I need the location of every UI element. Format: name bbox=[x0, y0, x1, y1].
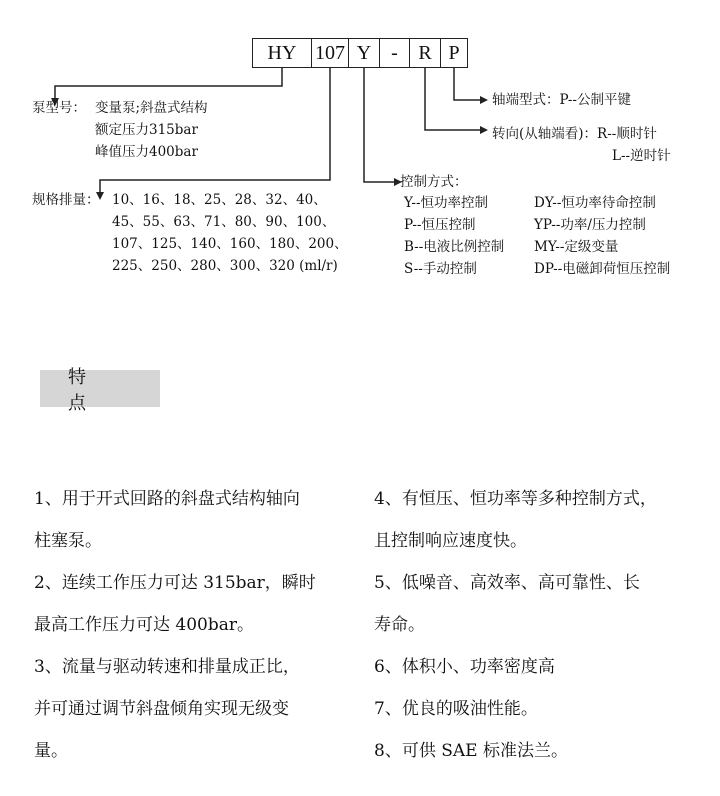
pump-type-line-2: 额定压力315bar bbox=[95, 122, 198, 138]
feature-right-5: 6、体积小、功率密度高 bbox=[374, 657, 555, 677]
code-box-control: Y bbox=[348, 38, 380, 68]
code-box-displacement: 107 bbox=[311, 38, 349, 68]
code-box-hy: HY bbox=[252, 38, 312, 68]
code-box-rotation: R bbox=[409, 38, 441, 68]
feature-right-7: 8、可供 SAE 标准法兰。 bbox=[374, 741, 568, 761]
line-rotation bbox=[425, 68, 480, 130]
arrow-shaft bbox=[480, 96, 488, 104]
displacement-line-1: 10、16、18、25、28、32、40、 bbox=[112, 192, 327, 208]
shaft-end-text: 轴端型式：P--公制平键 bbox=[492, 92, 631, 108]
pump-type-label: 泵型号： bbox=[32, 100, 86, 116]
line-pump-type bbox=[55, 68, 282, 98]
control-right-3: MY--定级变量 bbox=[534, 239, 619, 255]
feature-left-7: 量。 bbox=[34, 741, 68, 761]
rotation-line-2: L--逆时针 bbox=[612, 148, 671, 164]
feature-right-1: 4、有恒压、恒功率等多种控制方式， bbox=[374, 489, 657, 509]
feature-left-3: 2、连续工作压力可达 315bar，瞬时 bbox=[34, 573, 316, 593]
control-right-4: DP--电磁卸荷恒压控制 bbox=[534, 261, 671, 277]
pump-type-line-3: 峰值压力400bar bbox=[95, 144, 198, 160]
features-title: 特 点 bbox=[40, 370, 160, 407]
feature-left-6: 并可通过调节斜盘倾角实现无级变 bbox=[34, 699, 289, 719]
feature-left-1: 1、用于开式回路的斜盘式结构轴向 bbox=[34, 489, 300, 509]
displacement-line-3: 107、125、140、160、180、200、 bbox=[112, 236, 348, 252]
feature-right-2: 且控制响应速度快。 bbox=[374, 531, 527, 551]
feature-left-4: 最高工作压力可达 400bar。 bbox=[34, 615, 254, 635]
feature-right-3: 5、低噪音、高效率、高可靠性、长 bbox=[374, 573, 640, 593]
code-box-dash: - bbox=[379, 38, 410, 68]
control-right-1: DY--恒功率待命控制 bbox=[534, 195, 656, 211]
feature-left-5: 3、流量与驱动转速和排量成正比， bbox=[34, 657, 300, 677]
control-left-2: P--恒压控制 bbox=[404, 217, 476, 233]
rotation-line-1: 转向(从轴端看)：R--顺时针 bbox=[492, 126, 657, 142]
control-right-2: YP--功率/压力控制 bbox=[534, 217, 646, 233]
control-left-1: Y--恒功率控制 bbox=[404, 195, 489, 211]
arrow-rotation bbox=[480, 126, 488, 134]
displacement-label: 规格排量： bbox=[32, 192, 100, 208]
code-box-shaft: P bbox=[440, 38, 468, 68]
feature-right-4: 寿命。 bbox=[374, 615, 425, 635]
line-control bbox=[364, 68, 394, 182]
control-left-4: S--手动控制 bbox=[404, 261, 477, 277]
displacement-line-2: 45、55、63、71、80、90、100、 bbox=[112, 214, 336, 230]
displacement-line-4: 225、250、280、300、320 (ml/r) bbox=[112, 258, 338, 274]
line-shaft bbox=[454, 68, 480, 100]
control-left-3: B--电液比例控制 bbox=[404, 239, 505, 255]
feature-left-2: 柱塞泵。 bbox=[34, 531, 102, 551]
feature-right-6: 7、优良的吸油性能。 bbox=[374, 699, 538, 719]
control-label: 控制方式： bbox=[400, 174, 468, 190]
pump-type-line-1: 变量泵;斜盘式结构 bbox=[95, 100, 208, 116]
